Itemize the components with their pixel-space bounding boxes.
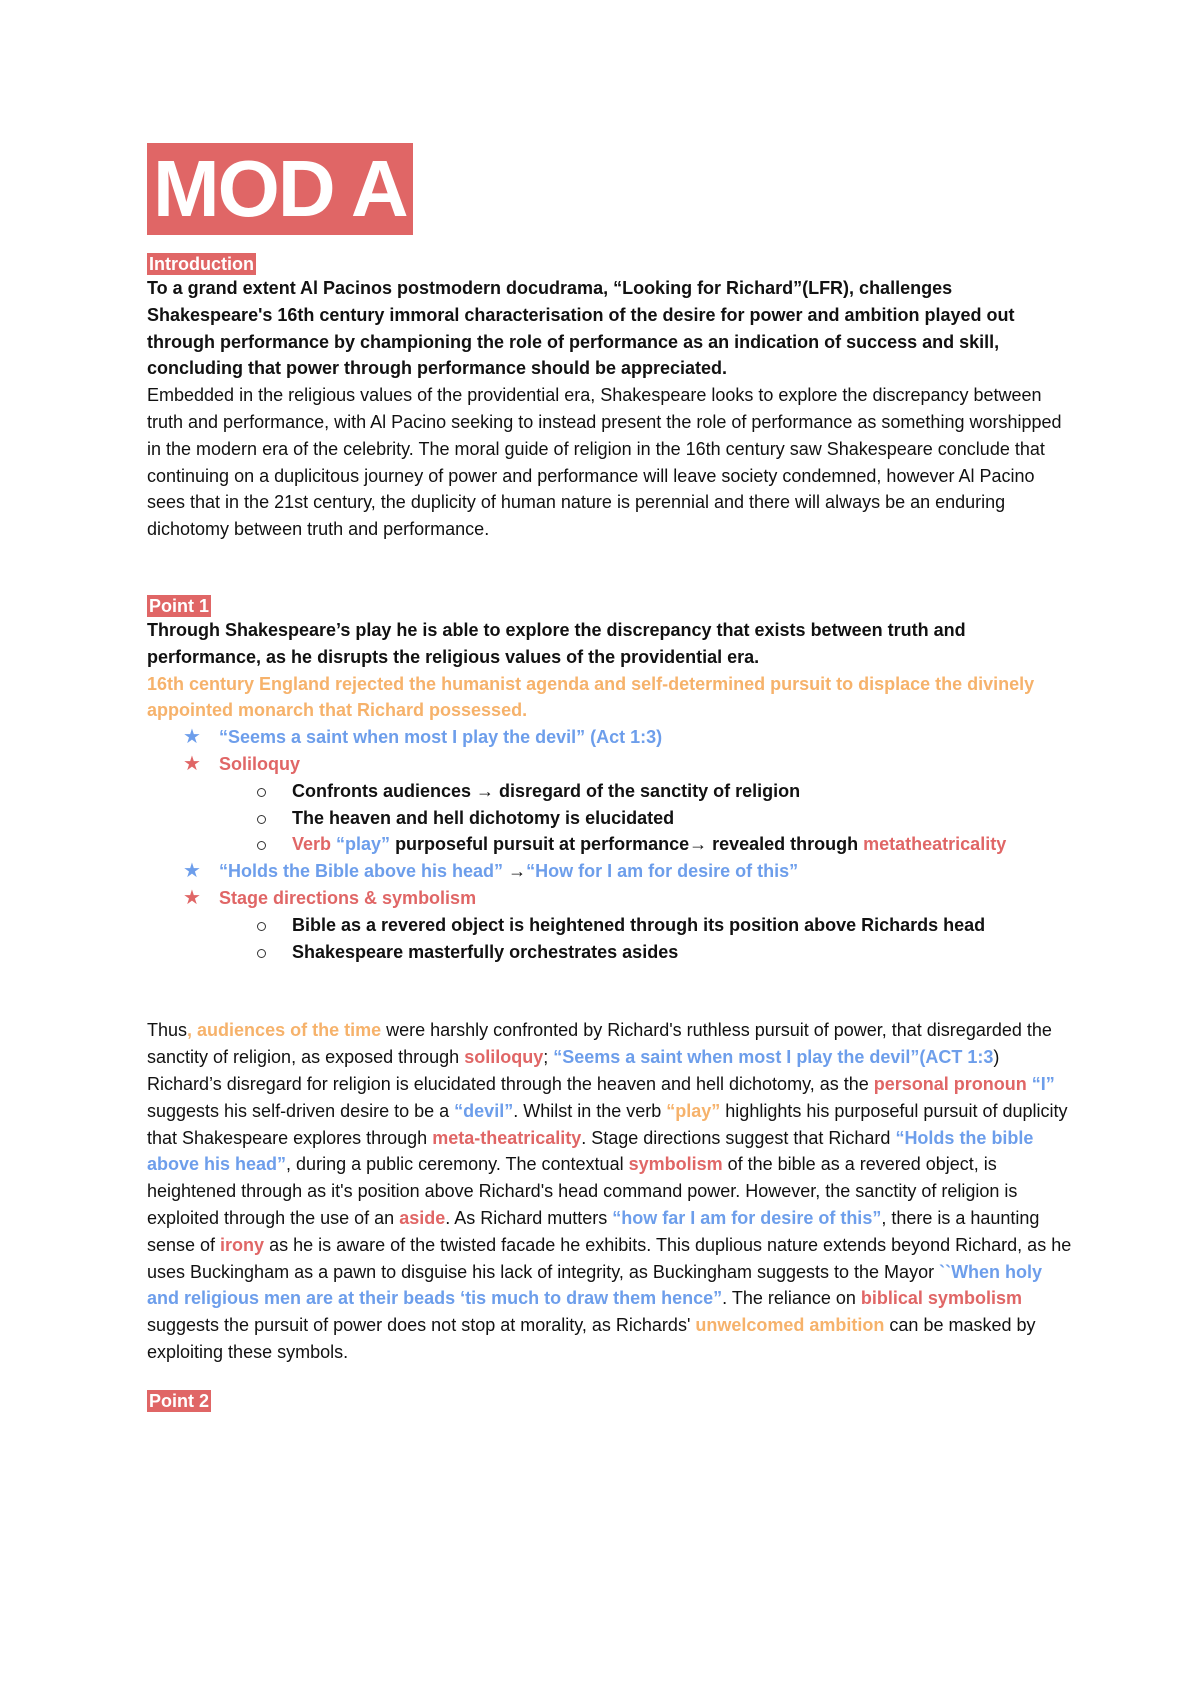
section-heading-point-2: Point 2 bbox=[149, 1390, 210, 1411]
paragraph-run: suggests his self-driven desire to be a bbox=[147, 1100, 455, 1121]
paragraph-run: suggests the pursuit of power does not stop at morality, as Richards' bbox=[147, 1315, 696, 1336]
sub-item-text-verb: Verb bbox=[292, 834, 337, 855]
point1-outline-2 bbox=[147, 858, 1077, 912]
point1-analysis-paragraph bbox=[147, 1017, 1077, 1365]
paragraph-run: ; bbox=[543, 1047, 554, 1068]
hollow-circle-icon bbox=[257, 788, 266, 797]
stage-directions-sublist bbox=[147, 912, 1077, 966]
paragraph-run: can be masked by exploiting these symbols. bbox=[147, 1315, 1036, 1362]
intro-thesis: To a grand extent Al Pacinos postmodern docudrama, “Looking for Richard”(LFR), challenges Shakespeare's 16th century immoral characterisation of the desire for power and ambition played out through performance by championing the role of performance as an indication of success and skill, concluding that power through performance should be appreciated. bbox=[147, 278, 1015, 379]
section-heading-point-1: Point 1 bbox=[149, 595, 210, 616]
outline-quote-text: “Seems a saint when most I play the devil” (Act 1:3) bbox=[219, 727, 663, 748]
outline-desire-quote-text: “How for I am for desire of this” bbox=[526, 861, 799, 882]
outline-soliloquy-text: Soliloquy bbox=[219, 753, 300, 774]
sub-item-text: Bible as a revered object is heightened through its position above Richards head bbox=[292, 914, 986, 935]
outline-bible-quote-text: “Holds the Bible above his head” bbox=[219, 861, 504, 882]
paragraph-run: meta-theatricality bbox=[432, 1127, 582, 1148]
section-heading-introduction: Introduction bbox=[149, 254, 254, 274]
point1-outline bbox=[147, 724, 1077, 778]
paragraph-run: , bbox=[187, 1020, 198, 1041]
outline-item-stage-directions bbox=[147, 885, 1077, 912]
outline-item-quote bbox=[147, 724, 1077, 751]
paragraph-run: were harshly confronted by Richard's ruthless pursuit of power, that disregarded the sanctity of religion, as exposed through bbox=[147, 1020, 1052, 1068]
page-title: MOD A bbox=[147, 143, 413, 235]
soliloquy-sublist bbox=[147, 778, 1077, 858]
hollow-circle-icon bbox=[257, 815, 266, 824]
point1-context: 16th century England rejected the humanist agenda and self-determined pursuit to displace the divinely appointed monarch that Richard possessed. bbox=[147, 673, 1035, 721]
star-icon: ★ bbox=[183, 752, 201, 775]
paragraph-run: “how far I am for desire of this” bbox=[612, 1207, 882, 1228]
point1-topic: Through Shakespeare’s play he is able to explore the discrepancy that exists between truth and performance, as he disrupts the religious values of the providential era. bbox=[147, 619, 966, 667]
paragraph-run: as he is aware of the twisted facade he exhibits. This duplious nature extends beyond Richard, as he uses Buckingham as a pawn to disguise his lack of integrity, as Buckingham suggests to the Mayor bbox=[147, 1234, 1072, 1282]
paragraph-run: ) Richard’s disregard for religion is elucidated through the heaven and hell dichotomy, as the bbox=[147, 1047, 1000, 1094]
sub-item-text-metatheatricality: metatheatricality bbox=[863, 834, 1007, 855]
sub-item bbox=[147, 939, 1077, 966]
sub-item bbox=[147, 912, 1077, 939]
paragraph-run: Thus bbox=[147, 1020, 188, 1041]
outline-item-soliloquy bbox=[147, 751, 1077, 778]
paragraph-run: . The reliance on bbox=[722, 1288, 861, 1309]
paragraph-run: biblical symbolism bbox=[860, 1288, 1022, 1309]
paragraph-run: irony bbox=[220, 1234, 265, 1255]
paragraph-run: , during a public ceremony. The contextual bbox=[286, 1154, 629, 1175]
paragraph-run: aside bbox=[399, 1207, 446, 1228]
sub-item-text-play: “play” bbox=[336, 834, 391, 855]
paragraph-run: “play” bbox=[666, 1100, 721, 1121]
outline-stage-directions-text: Stage directions & symbolism bbox=[219, 887, 477, 908]
sub-item bbox=[147, 805, 1077, 832]
paragraph-run: ``When holy and religious men are at their beads ‘tis much to draw them hence” bbox=[147, 1261, 1043, 1309]
sub-item-text: The heaven and hell dichotomy is elucidated bbox=[292, 807, 675, 828]
paragraph-run: . Whilst in the verb bbox=[513, 1100, 667, 1121]
star-icon: ★ bbox=[183, 726, 201, 749]
paragraph-run: . As Richard mutters bbox=[445, 1207, 613, 1228]
paragraph-run: of the bible as a revered object, is heightened through as it's position above Richard's head command power. However, the sanctity of religion is exploited through the use of an bbox=[147, 1154, 1018, 1228]
hollow-circle-icon bbox=[257, 841, 266, 850]
paragraph-run: unwelcomed ambition bbox=[695, 1315, 885, 1336]
paragraph-run: . Stage directions suggest that Richard bbox=[581, 1127, 896, 1148]
star-icon: ★ bbox=[183, 886, 201, 909]
paragraph-run: soliloquy bbox=[464, 1047, 544, 1068]
paragraph-run: “devil” bbox=[454, 1100, 514, 1121]
paragraph-run: , there is a haunting sense of bbox=[147, 1207, 1040, 1255]
paragraph-run: “Seems a saint when most I play the devil”(ACT 1:3 bbox=[553, 1047, 994, 1068]
sub-item-text: purposeful pursuit at performance→ revealed through bbox=[390, 834, 864, 855]
star-icon: ★ bbox=[183, 860, 201, 883]
paragraph-run: personal pronoun bbox=[873, 1073, 1032, 1094]
hollow-circle-icon bbox=[257, 922, 266, 931]
paragraph-run: “I” bbox=[1031, 1073, 1055, 1094]
outline-item-bible-quote bbox=[147, 858, 1077, 885]
document-content bbox=[147, 143, 1077, 1412]
paragraph-run: highlights his purposeful pursuit of duplicity that Shakespeare explores through bbox=[147, 1100, 1068, 1148]
arrow-text: → bbox=[503, 861, 527, 882]
paragraph-run: audiences of the time bbox=[197, 1020, 382, 1041]
paragraph-run: “Holds the bible above his head” bbox=[147, 1127, 1034, 1175]
sub-item-text: Confronts audiences → disregard of the sanctity of religion bbox=[292, 780, 801, 801]
sub-item bbox=[147, 831, 1077, 858]
intro-body: Embedded in the religious values of the providential era, Shakespeare looks to explore the discrepancy between truth and performance, with Al Pacino seeking to instead present the role of performance as something worshipped in the modern era of the celebrity. The moral guide of religion in the 16th century saw Shakespeare conclude that continuing on a duplicitous journey of power and performance will leave society condemned, however Al Pacino sees that in the 21st century, the duplicity of human nature is perennial and there will always be an enduring dichotomy between truth and performance. bbox=[147, 385, 1062, 540]
sub-item-text: Shakespeare masterfully orchestrates asides bbox=[292, 941, 679, 962]
hollow-circle-icon bbox=[257, 949, 266, 958]
sub-item bbox=[147, 778, 1077, 805]
paragraph-run: symbolism bbox=[628, 1154, 728, 1175]
